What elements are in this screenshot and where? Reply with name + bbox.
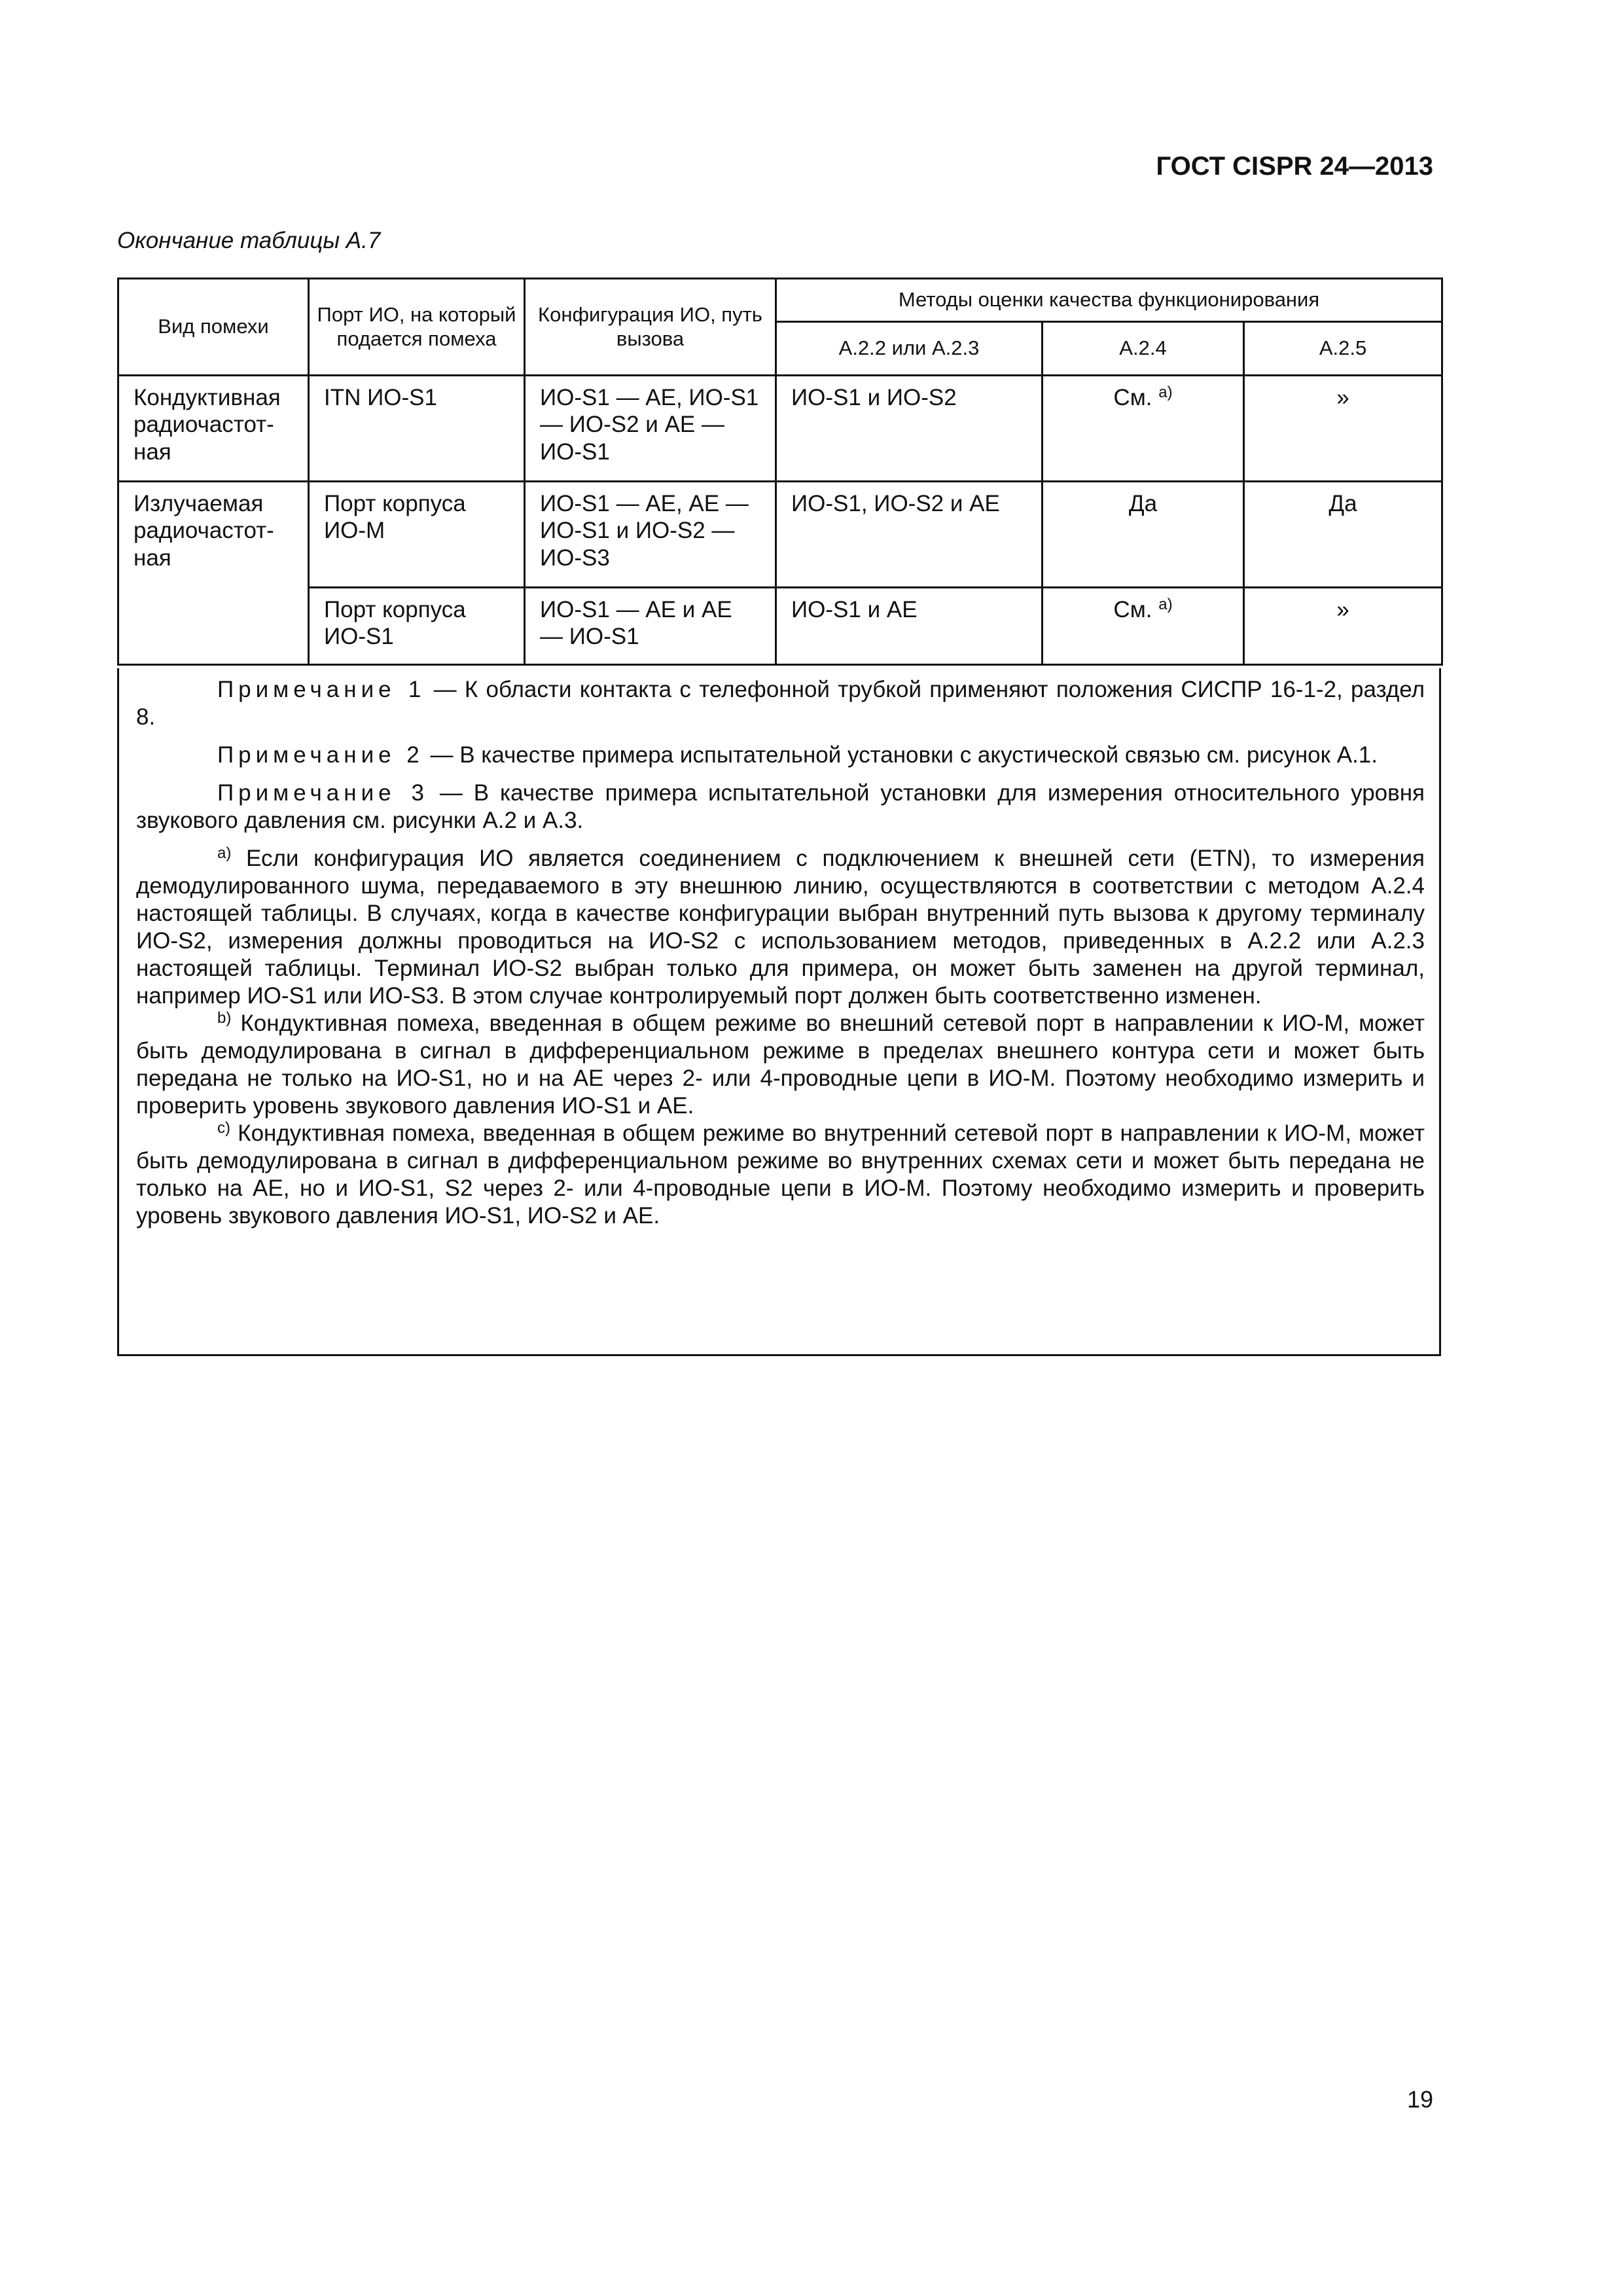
- header-methods: Методы оценки качества функционирования: [776, 279, 1442, 322]
- table-notes: [117, 668, 1441, 1356]
- header-interference-type: Вид помехи: [118, 279, 309, 376]
- note-1: Примечание 1 — К области контакта с телефонной трубкой применяют положения СИСПР 16-1-2, раздел 8.: [136, 677, 1425, 730]
- cell-config: ИО-S1 — АЕ, АЕ — ИО-S1 и ИО-S2 — ИО-S3: [525, 482, 776, 588]
- header-configuration: Конфигурация ИО, путь вызова: [525, 279, 776, 376]
- footnote-mark: a): [217, 844, 232, 862]
- note-label: Примечание 1: [217, 677, 426, 702]
- note-2: Примечание 2 — В качестве примера испытательной установки с акустической связью см. рисунок А.1.: [217, 742, 1378, 768]
- footnote-mark: c): [217, 1119, 230, 1137]
- footnote-c: $^{c)}$ Кондуктивная помеха, введенная в общем режиме во внутренний сетевой порт в направлении к ИО-М, может быть демодулирована в сигнал в дифференциальном режиме во внутренних схемах сети и может быть передана не только на АЕ, но и ИО-S1, S2 через 2- или 4-проводные цепи в ИО-М. Поэтому необходимо измерить и проверить уровень звукового давления ИО-S1, ИО-S2 и АЕ.: [136, 1119, 1425, 1229]
- cell-config: ИО-S1 — АЕ и АЕ — ИО-S1: [525, 588, 776, 665]
- cell-method-a25: Да: [1244, 482, 1442, 588]
- cell-config: ИО-S1 — АЕ, ИО-S1 — ИО-S2 и АЕ — ИО-S1: [525, 376, 776, 482]
- page-number: 19: [1406, 2086, 1433, 2113]
- header-method-a25: А.2.5: [1244, 322, 1442, 376]
- cell-method-a24: Да: [1043, 482, 1244, 588]
- cell-type: Излучаемая радиочастот-ная: [118, 482, 309, 665]
- note-label: Примечание 3: [217, 780, 429, 806]
- cell-method-a24: См. $^{a)}$: [1043, 588, 1244, 665]
- footnote-b: $^{b)}$ Кондуктивная помеха, введенная в общем режиме во внешний сетевой порт в направлении к ИО-М, может быть демодулирована в сигнал в дифференциальном режиме в пределах внешнего контура сети и может быть передана не только на ИО-S1, но и на АЕ через 2- или 4-проводные цепи в ИО-М. Поэтому необходимо измерить и проверить уровень звукового давления ИО-S1 и АЕ.: [136, 1009, 1425, 1119]
- footnote-ref: a): [1158, 596, 1173, 613]
- table-row: [118, 376, 1442, 482]
- standard-designation: ГОСТ CISPR 24—2013: [1156, 152, 1433, 181]
- cell-method-a24: См. $^{a)}$: [1043, 376, 1244, 482]
- cell-port: Порт корпуса ИО-S1: [309, 588, 525, 665]
- table-caption: Окончание таблицы А.7: [117, 228, 381, 253]
- cell-method-a22: ИО-S1, ИО-S2 и АЕ: [776, 482, 1043, 588]
- cell-port: Порт корпуса ИО-М: [309, 482, 525, 588]
- header-method-a22: А.2.2 или А.2.3: [776, 322, 1043, 376]
- footnote-ref: a): [1158, 384, 1173, 401]
- cell-method-a22: ИО-S1 и АЕ: [776, 588, 1043, 665]
- header-port: Порт ИО, на который подается помеха: [309, 279, 525, 376]
- interference-table: [117, 278, 1443, 666]
- cell-type: Кондуктивная радиочастот-ная: [118, 376, 309, 482]
- footnote-mark: b): [217, 1009, 232, 1027]
- table-row: [118, 482, 1442, 588]
- cell-method-a25: »: [1244, 588, 1442, 665]
- cell-method-a22: ИО-S1 и ИО-S2: [776, 376, 1043, 482]
- footnote-a: $^{a)}$ Если конфигурация ИО является соединением с подключением к внешней сети (ETN), то измерения демодулированного шума, передаваемого в эту внешнюю линию, осуществляются в соответствии с методом А.2.4 настоящей таблицы. В случаях, когда в качестве конфигурации выбран внутренний путь вызова к другому терминалу ИО-S2, измерения должны проводиться на ИО-S2 с использованием методов, приведенных в А.2.2 или А.2.3 настоящей таблицы. Терминал ИО-S2 выбран только для примера, он может быть заменен на другой терминал, например ИО-S1 или ИО-S3. В этом случае контролируемый порт должен быть соответственно изменен.: [136, 844, 1425, 1009]
- header-method-a24: А.2.4: [1043, 322, 1244, 376]
- note-3: Примечание 3 — В качестве примера испытательной установки для измерения относительного уровня звукового давления см. рисунки А.2 и А.3.: [136, 780, 1425, 833]
- note-label: Примечание 2: [217, 742, 424, 768]
- cell-method-a25: »: [1244, 376, 1442, 482]
- cell-port: ITN ИО-S1: [309, 376, 525, 482]
- table-row: [118, 588, 1442, 665]
